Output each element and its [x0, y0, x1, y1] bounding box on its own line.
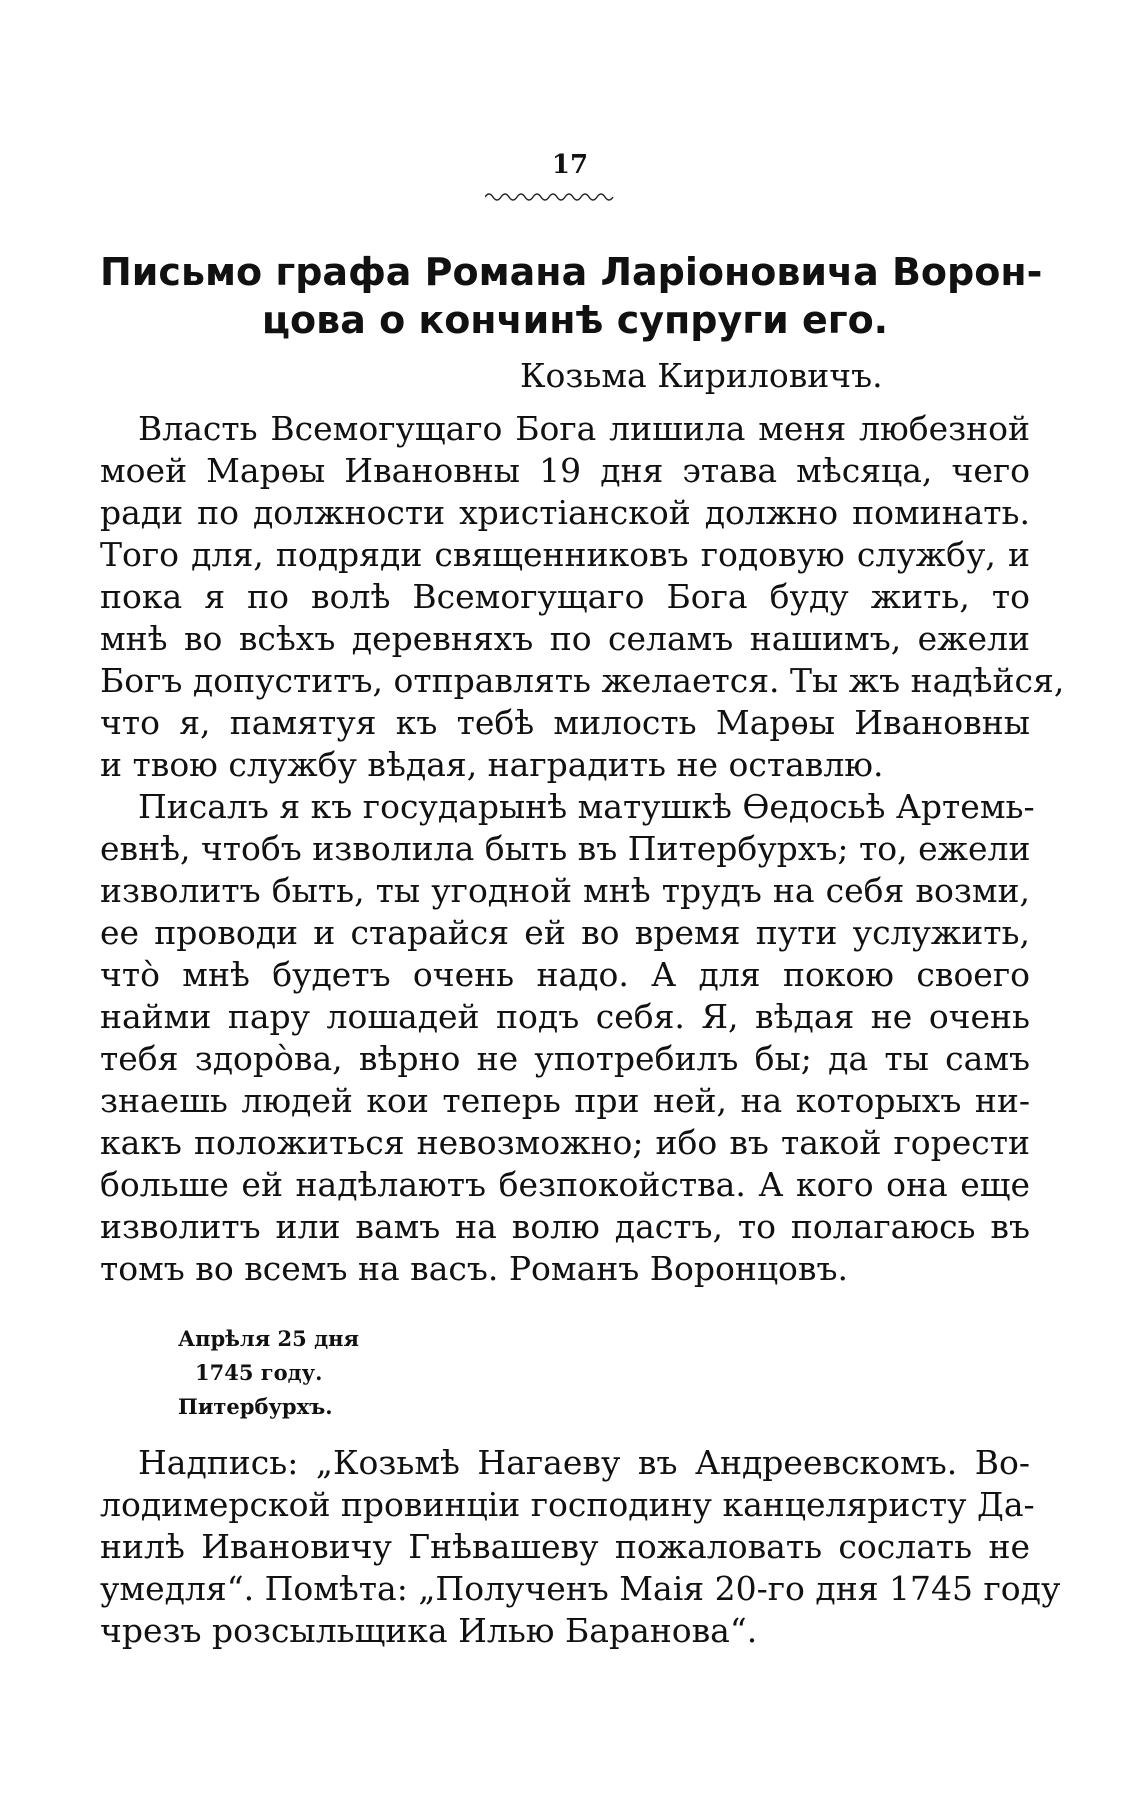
text-line: что я, памятуя къ тебѣ милость Марѳы Ивановны	[100, 703, 1030, 742]
text-line: евнѣ, чтобъ изволила быть въ Питербурхъ; то, ежели	[100, 829, 1031, 868]
text-line: и твою службу вѣдая, наградить не оставлю.	[100, 745, 884, 784]
text-line: знаешь людей кои теперь при ней, на которыхъ ни-	[100, 1081, 1030, 1120]
text-line: ради по должности христіанской должно поминать.	[100, 493, 1030, 532]
text-line: чрезъ розсыльщика Илью Баранова“.	[100, 1611, 758, 1650]
text-line: изволитъ или вамъ на волю дастъ, то полагаюсь въ	[100, 1207, 1030, 1246]
letter-title	[100, 248, 1043, 344]
text-line: больше ей надѣлаютъ безпокойства. А кого она еще	[100, 1165, 1030, 1204]
text-line: найми пару лошадей подъ себя. Я, вѣдая не очень	[100, 997, 1030, 1036]
text-line: ее проводи и старайся ей во время пути услужить,	[100, 913, 1030, 952]
text-line: моей Марѳы Ивановны 19 дня этава мѣсяца, чего	[100, 451, 1030, 490]
dateline-year: 1745 году.	[195, 1360, 323, 1385]
text-line: чтò мнѣ будетъ очень надо. А для покою своего	[100, 955, 1030, 994]
dateline-place: Питербурхъ.	[178, 1394, 333, 1419]
paragraph-3-address-note	[100, 1442, 1061, 1652]
paragraph-2	[100, 786, 1035, 1290]
dateline-date: Апрѣля 25 дня	[178, 1326, 359, 1351]
text-line: изволитъ быть, ты угодной мнѣ трудъ на себя возми,	[100, 871, 1030, 910]
text-line: лодимерской провинціи господину канцеляристу Да-	[100, 1485, 1035, 1524]
text-line: Того для, подряди священниковъ годовую службу, и	[100, 535, 1030, 574]
text-line: тебя здорòва, вѣрно не употребилъ бы; да ты самъ	[100, 1039, 1030, 1078]
text-line: Надпись: „Козьмѣ Нагаеву въ Андреевскомъ. Во-	[138, 1443, 1030, 1482]
wavy-rule-ornament	[485, 190, 615, 204]
page-number: 17	[551, 150, 589, 180]
text-line: Богъ допуститъ, отправлять желается. Ты жъ надѣйся,	[100, 661, 1065, 700]
text-line: какъ положиться невозможно; ибо въ такой горести	[100, 1123, 1030, 1162]
letter-dateline	[178, 1322, 359, 1424]
salutation: Козьма Кириловичъ.	[520, 356, 883, 395]
text-line: томъ во всемъ на васъ. Романъ Воронцовъ.	[100, 1249, 848, 1288]
paragraph-1	[100, 408, 1065, 786]
text-line: пока я по волѣ Всемогущаго Бога буду жить, то	[100, 577, 1030, 616]
text-line: умедля“. Помѣта: „Полученъ Маія 20-го дня 1745 году	[100, 1569, 1061, 1608]
title-line-2: цова о кончинѣ супруги его.	[261, 298, 889, 342]
text-line: Власть Всемогущаго Бога лишила меня любезной	[138, 409, 1030, 448]
text-line: нилѣ Ивановичу Гнѣвашеву пожаловать сослать не	[100, 1527, 1030, 1566]
text-line: Писалъ я къ государынѣ матушкѣ Ѳедосьѣ Артемь-	[138, 787, 1035, 826]
title-line-1: Письмо графа Романа Ларіоновича Ворон-	[100, 250, 1043, 294]
text-line: мнѣ во всѣхъ деревняхъ по селамъ нашимъ, ежели	[100, 619, 1030, 658]
